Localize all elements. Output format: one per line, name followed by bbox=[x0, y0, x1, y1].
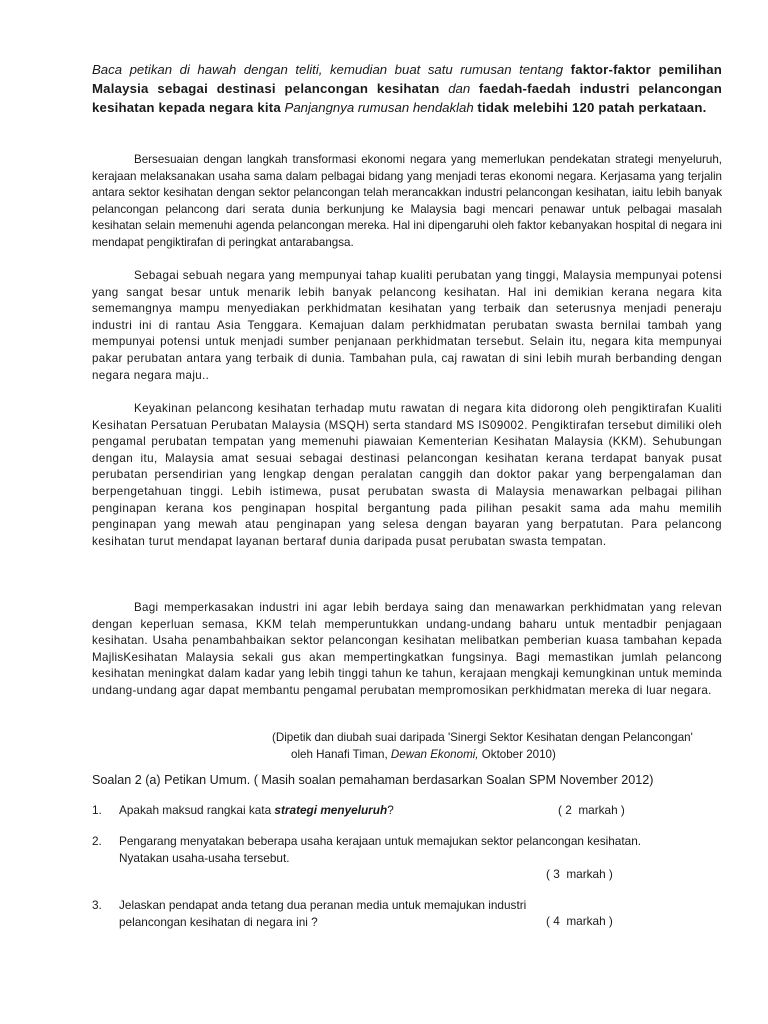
question-line-1: Pengarang menyatakan beberapa usaha kerajaan untuk memajukan sektor pelancongan kesihatan. bbox=[119, 834, 642, 848]
passage-paragraph-1: Bersesuaian dengan langkah transformasi ekonomi negara yang memerlukan pendekatan strategi menyeluruh, kerajaan melaksanakan usaha sama dalam pelbagai bidang yang menjadi teras ekonomi negara. Kerjasama yang terjalin antara sektor kesihatan dengan sektor pelancongan telah merancakkan industri pelancongan kesihatan, iaitu lebih banyak pelancongan pelancong dari serata dunia berkunjung ke Malaysia bagi mencari penawar untuk pelbagai masalah kesihatan selain memenuhi agenda pelancongan mereka. Hal ini dipengaruhi oleh faktor kebanyakan hospital di negara ini mendapat pengiktirafan di peringkat antarabangsa. bbox=[92, 153, 722, 249]
question-text bbox=[119, 833, 642, 866]
instructions-and: dan bbox=[439, 81, 479, 96]
soalan-heading: Soalan 2 (a) Petikan Umum. ( Masih soalan pemahaman berdasarkan Soalan SPM November 2012) bbox=[92, 773, 654, 787]
question-marks: ( 2 markah ) bbox=[558, 803, 625, 817]
question-text-start: Apakah maksud rangkai kata bbox=[119, 803, 275, 817]
question-number: 3. bbox=[92, 898, 102, 912]
source-line-2 bbox=[272, 747, 732, 764]
passage-paragraph-4: Bagi memperkasakan industri ini agar lebih berdaya saing dan menawarkan perkhidmatan yang relevan dengan keperluan semasa, KKM telah memperuntukkan undang-undang baharu untuk mentadbir penjagaan kesihatan. Usaha penambahbaikan sektor pelancongan kesihatan melibatkan pemberian kuasa tambahan kepada MajlisKesihatan Malaysia sekali gus akan mempertingkatkan fungsinya. Bagi memastikan jumlah pelancong kesihatan meningkat dalam kadar yang lebih tinggi tahun ke tahun, kerajaan mengkaji kemungkinan untuk meminda undang-undang agar dapat membantu pengamal perubatan mempromosikan perkhidmatan mereka di luar negara. bbox=[92, 601, 722, 697]
question-key-phrase: strategi menyeluruh bbox=[274, 803, 388, 817]
instructions-length: Panjangnya rumusan hendaklah bbox=[280, 100, 478, 115]
question-2 bbox=[92, 833, 642, 881]
question-marks: ( 3 markah ) bbox=[546, 867, 613, 881]
instructions-intro: Baca petikan di hawah dengan teliti, kemudian buat satu rumusan tentang bbox=[92, 62, 571, 77]
question-text-end: ? bbox=[387, 803, 394, 817]
instructions-topic-1: faktor-faktor pemilihan Malaysia sebagai destinasi pelancongan kesihatan bbox=[92, 62, 722, 96]
source-publication: Dewan Ekonomi, bbox=[390, 747, 479, 761]
instructions bbox=[92, 60, 722, 117]
question-line-2: Nyatakan usaha-usaha tersebut. bbox=[119, 850, 290, 865]
question-number: 1. bbox=[92, 803, 102, 817]
question-marks: ( 4 markah ) bbox=[546, 914, 613, 928]
question-3 bbox=[92, 897, 642, 930]
source-line-1: (Dipetik dan diubah suai daripada 'Sinergi Sektor Kesihatan dengan Pelancongan' bbox=[272, 731, 693, 744]
instructions-word-limit: tidak melebihi 120 patah perkataan. bbox=[477, 100, 707, 115]
question-1 bbox=[92, 802, 642, 819]
question-text: Jelaskan pendapat anda tetang dua peranan media untuk memajukan industri pelancongan kesihatan di negara ini ? bbox=[119, 898, 527, 929]
question-number: 2. bbox=[92, 834, 102, 848]
source-citation bbox=[272, 730, 732, 763]
passage-paragraph-2: Sebagai sebuah negara yang mempunyai tahap kualiti perubatan yang tinggi, Malaysia mempunyai potensi yang sangat besar untuk menarik lebih banyak pelancong kesihatan. Hal ini demikian kerana negara kita sememangnya mampu menyediakan perkhidmatan kesihatan yang terbaik dan seterusnya menjadi peneraju industri ini di rantau Asia Tenggara. Kemajuan dalam perkhidmatan perubatan swasta bernilai tambah yang mempunyai potensi untuk menjadi sumber penjanaan perkhidmatan tersebut. Selain itu, negara kita mempunyai pakar perubatan antara yang terbaik di dunia. Tambahan pula, caj rawatan di sini lebih murah berbanding dengan negara negara maju.. bbox=[92, 269, 722, 382]
instructions-topic-2: faedah-faedah industri pelancongan kesihatan kepada negara kita bbox=[92, 81, 722, 115]
source-author: oleh Hanafi Timan, bbox=[291, 747, 391, 761]
passage-paragraph-3: Keyakinan pelancong kesihatan terhadap mutu rawatan di negara kita didorong oleh pengiktirafan Kualiti Kesihatan Persatuan Perubatan Malaysia (MSQH) serta standard MS IS09002. Pengiktirafan tersebut dimiliki oleh pengamal perubatan tempatan yang memenuhi piawaian Kementerian Kesihatan Malaysia (KKM). Sehubungan dengan itu, Malaysia amat sesuai sebagai destinasi pelancongan kesihatan kerana terdapat banyak pusat perubatan persendirian yang lengkap dengan peralatan canggih dan doktor pakar yang berpengalaman dan berpengetahuan tinggi. Lebih istimewa, pusat perubatan swasta di Malaysia menawarkan pelbagai pilihan penginapan kerana kos penginapan hospital bergantung pada pilihan pesakit sama ada mahu memilih penginapan yang mewah atau penginapan yang selesa dengan bayaran yang berpatutan. Para pelancong kesihatan turut mendapat layanan bertaraf dunia daripada pusat perubatan swasta tempatan. bbox=[92, 402, 722, 548]
source-date: Oktober 2010) bbox=[478, 747, 556, 761]
